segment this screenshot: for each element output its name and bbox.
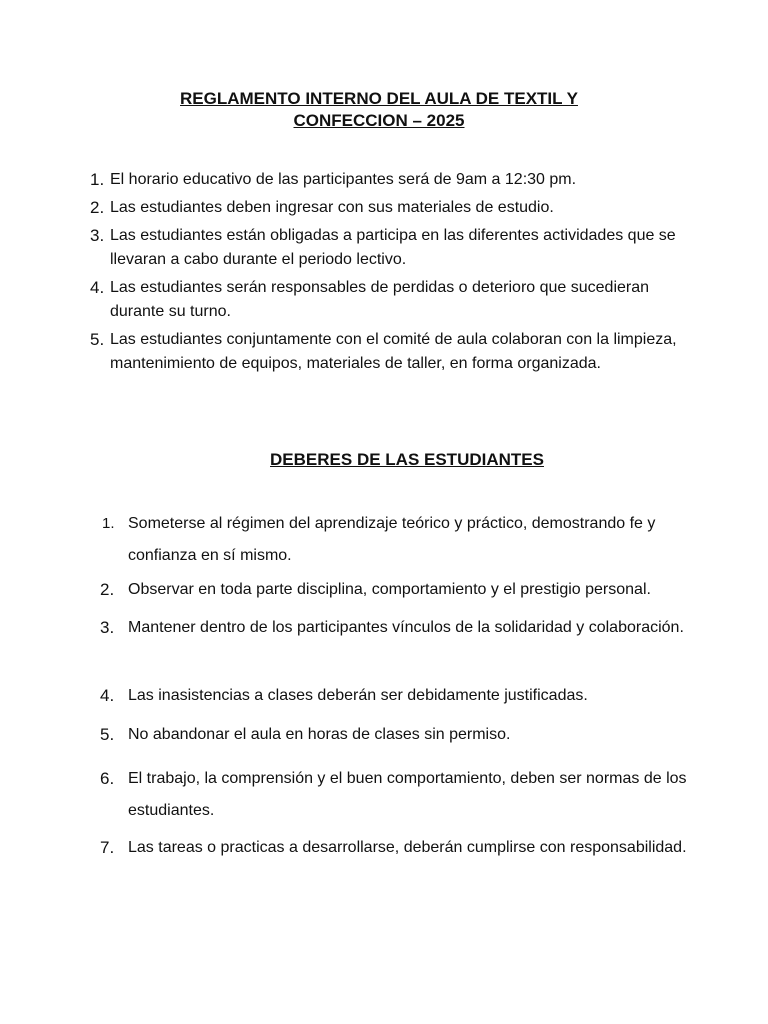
rule-text: Las estudiantes deben ingresar con sus materiales de estudio. [110, 199, 554, 216]
duty-number: 2. [100, 580, 115, 599]
rule-number: 4. [90, 278, 105, 297]
duty-text: Las tareas o practicas a desarrollarse, deberán cumplirse con responsabilidad. [128, 839, 687, 856]
duty-item [100, 612, 690, 644]
rule-text: Las estudiantes conjuntamente con el comité de aula colaboran con la limpieza, mantenimiento de equipos, materiales de taller, en forma organizada. [110, 331, 677, 372]
duty-number: 1. [102, 515, 115, 532]
rule-item [90, 276, 680, 324]
rule-item [90, 328, 680, 376]
rule-item [90, 168, 680, 192]
duty-item [100, 508, 690, 572]
rule-number: 1. [90, 170, 105, 189]
rule-number: 2. [90, 198, 105, 217]
rule-item [90, 196, 680, 220]
duty-number: 5. [100, 725, 115, 744]
duty-text: Someterse al régimen del aprendizaje teórico y práctico, demostrando fe y confianza en sí mismo. [128, 515, 656, 564]
rule-text: Las estudiantes están obligadas a participa en las diferentes actividades que se llevaran a cabo durante el periodo lectivo. [110, 227, 676, 268]
section-title-deberes: DEBERES DE LAS ESTUDIANTES [270, 450, 544, 469]
duty-number: 7. [100, 838, 115, 857]
document-title-line1: REGLAMENTO INTERNO DEL AULA DE TEXTIL Y [180, 89, 578, 108]
duty-number: 4. [100, 686, 115, 705]
rule-text: Las estudiantes serán responsables de perdidas o deterioro que sucedieran durante su turno. [110, 279, 650, 320]
duty-item [100, 719, 690, 751]
duty-number: 3. [100, 618, 115, 637]
duty-item [100, 574, 690, 606]
duty-text: El trabajo, la comprensión y el buen comportamiento, deben ser normas de los estudiantes. [128, 770, 687, 819]
rules-list [90, 168, 680, 380]
rule-number: 5. [90, 330, 105, 349]
duty-number: 6. [100, 769, 115, 788]
duty-text: Mantener dentro de los participantes vínculos de la solidaridad y colaboración. [128, 619, 684, 636]
duty-item [100, 763, 690, 827]
duty-item [100, 680, 690, 712]
duty-text: Observar en toda parte disciplina, comportamiento y el prestigio personal. [128, 581, 651, 598]
rule-text: El horario educativo de las participantes será de 9am a 12:30 pm. [110, 171, 577, 188]
duty-text: No abandonar el aula en horas de clases sin permiso. [128, 726, 511, 743]
rule-item [90, 224, 680, 272]
duty-text: Las inasistencias a clases deberán ser debidamente justificadas. [128, 687, 588, 704]
document-title-line2: CONFECCION – 2025 [293, 111, 465, 130]
rule-number: 3. [90, 226, 105, 245]
duty-item [100, 832, 690, 864]
